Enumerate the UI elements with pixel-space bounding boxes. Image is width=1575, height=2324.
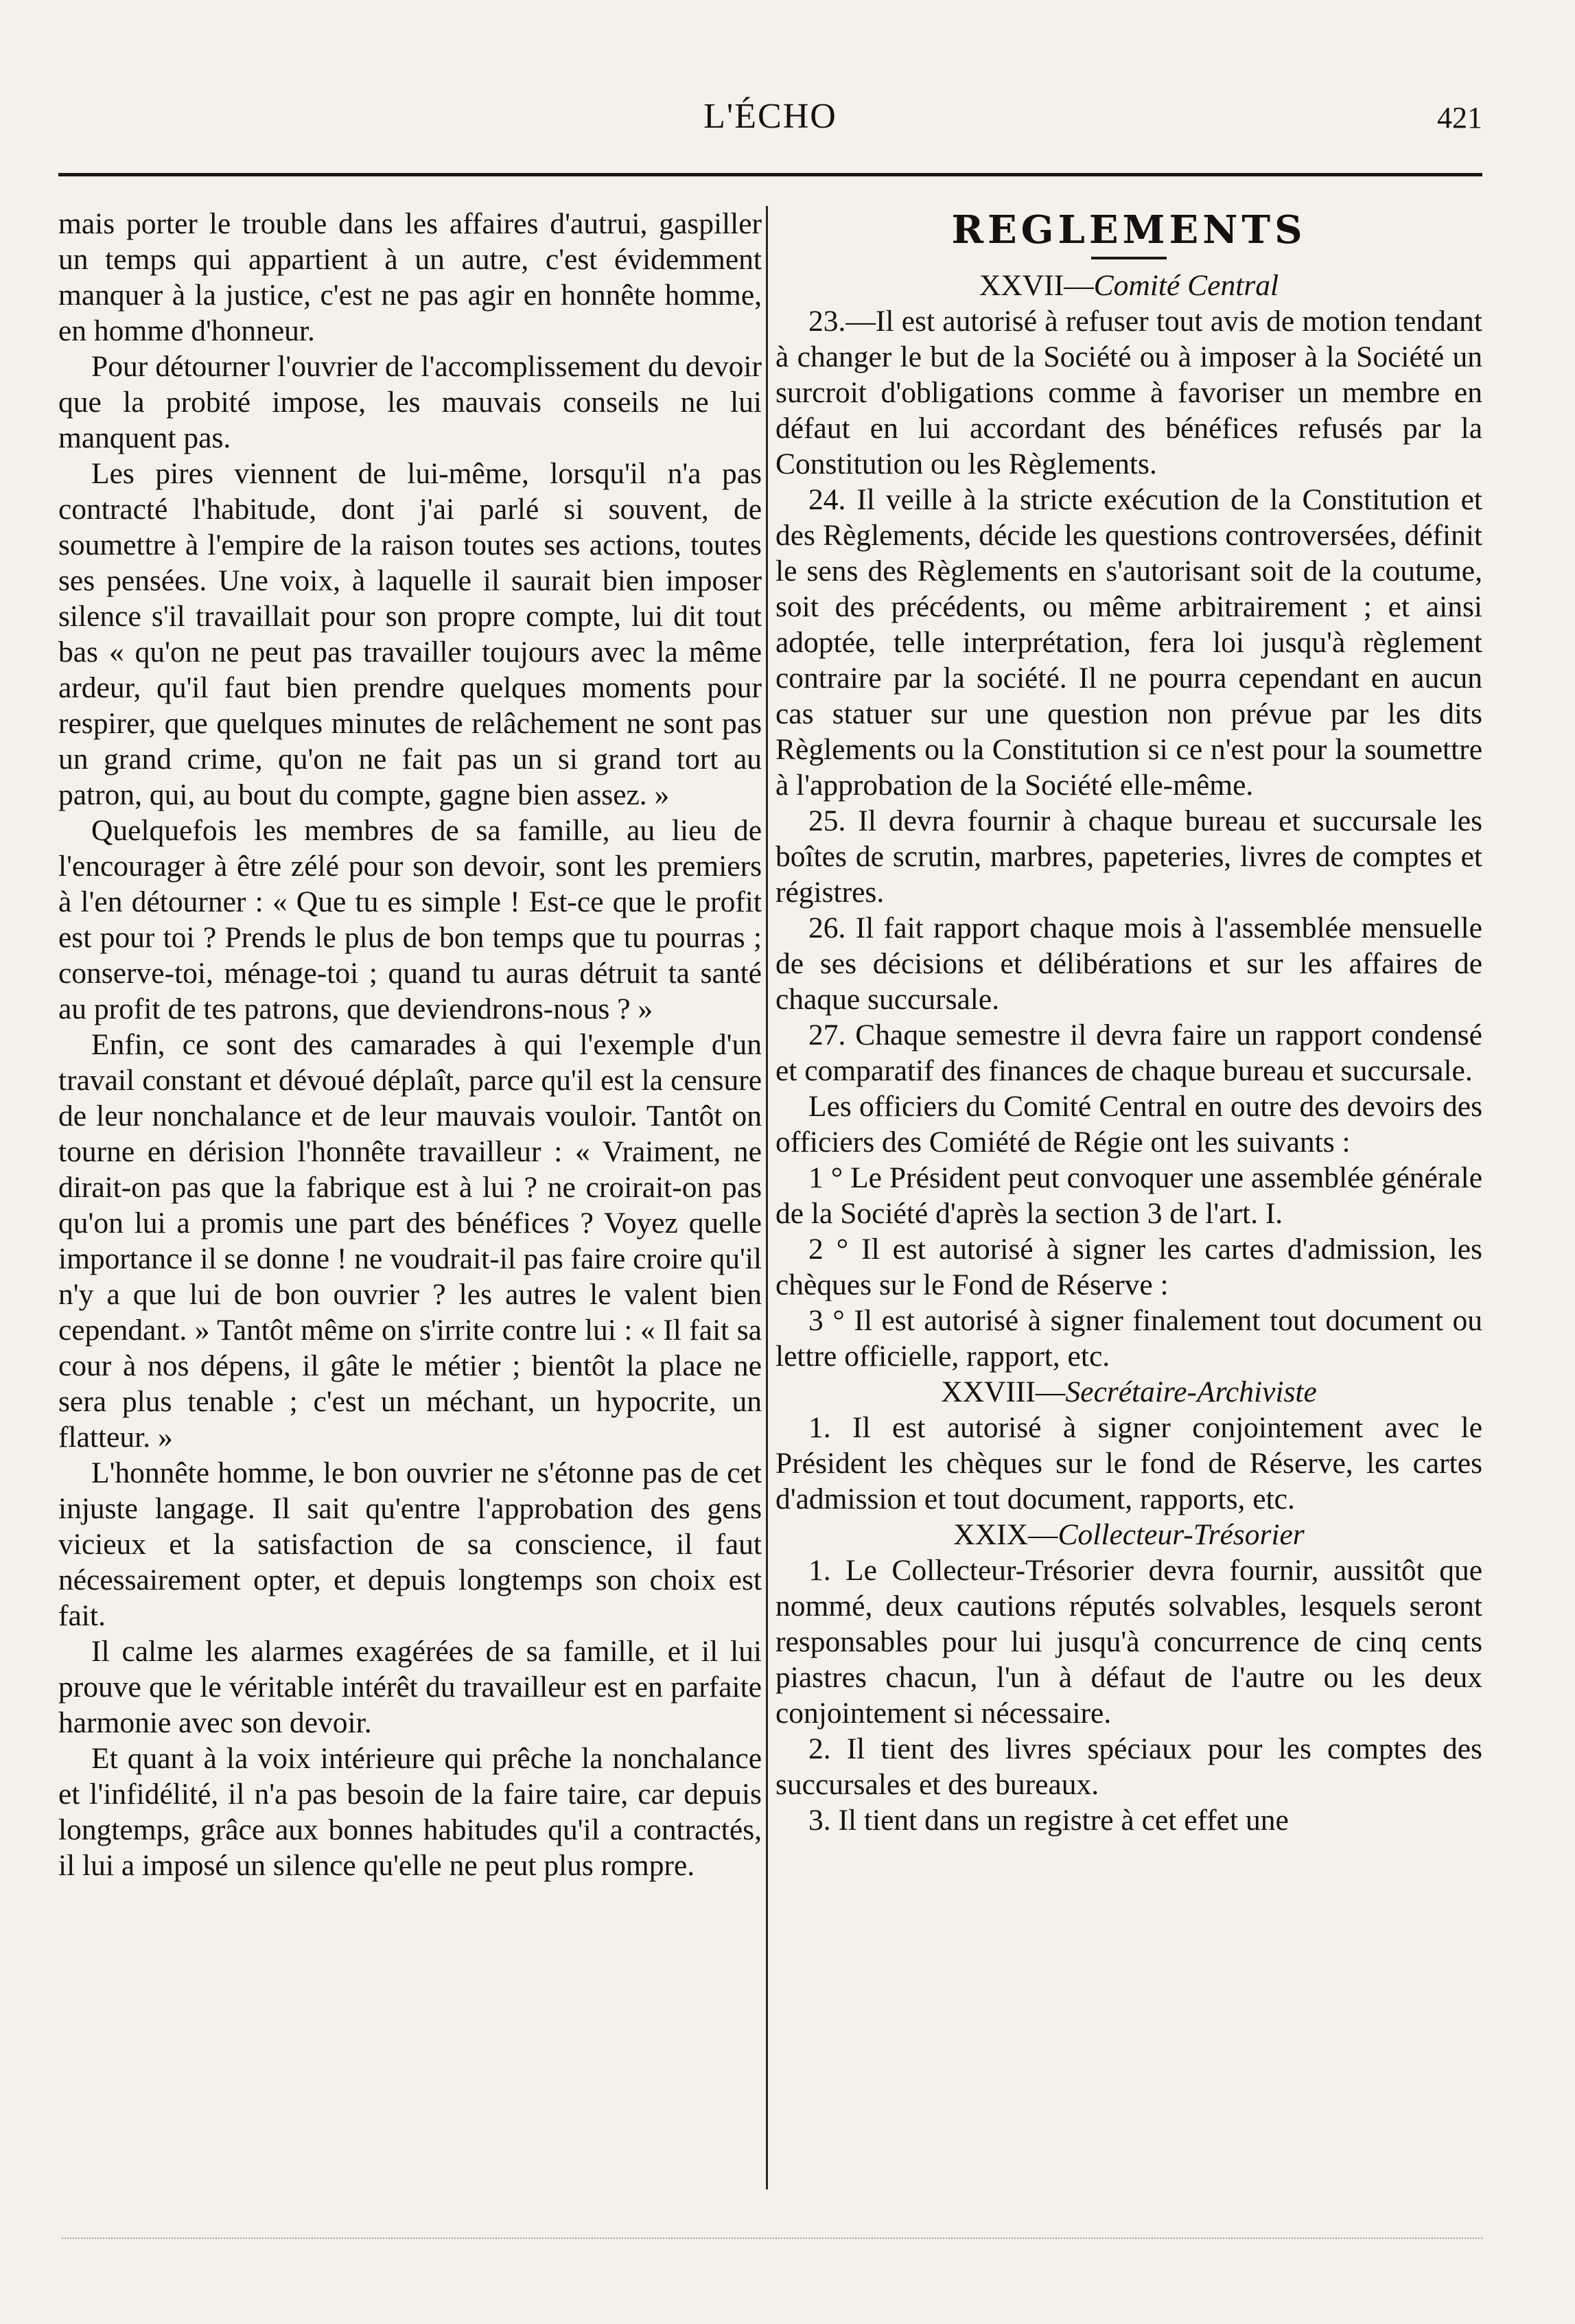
section-rule — [1091, 257, 1167, 259]
article-number: XXVIII— — [941, 1375, 1066, 1408]
paragraph: mais porter le trouble dans les affaires d'autrui, gaspiller un temps qui appartient à un autre, c'est évidemment manquer à la justice, c'est ne pas agir en honnête homme, en homme d'honneur. — [58, 207, 762, 347]
page-number: 421 — [1437, 101, 1482, 135]
paragraph: Il calme les alarmes exagérées de sa famille, et il lui prouve que le véritable intérêt du travailleur est en parfaite harmonie avec son devoir. — [58, 1635, 762, 1739]
paragraph: Les officiers du Comité Central en outre des devoirs des officiers des Comiété de Régie ont les suivants : — [775, 1090, 1482, 1159]
section-title: REGLEMENTS — [951, 207, 1307, 253]
paragraph: 3. Il tient dans un registre à cet effet une — [808, 1804, 1289, 1837]
paragraph: Les pires viennent de lui-même, lorsqu'il n'a pas contracté l'habitude, dont j'ai parlé si souvent, de soumettre à l'empire de la raison toutes ses actions, toutes ses pensées. Une voix, à laquelle il saurait bien imposer silence s'il travaillait pour son propre compte, lui dit tout bas « qu'on ne peut pas travailler toujours avec la même ardeur, qu'il faut bien prendre quelques moments pour respirer, que quelques minutes de relâchement ne sont pas un grand crime, qu'on ne fait pas un si grand tort au patron, qui, au bout du compte, gagne bien assez. » — [58, 457, 762, 811]
paragraph: 2 ° Il est autorisé à signer les cartes d'admission, les chèques sur le Fond de Réserve : — [775, 1233, 1482, 1301]
paragraph: 1 ° Le Président peut convoquer une assemblée générale de la Société d'après la section 3 de l'art. I. — [775, 1161, 1482, 1230]
paragraph: Enfin, ce sont des camarades à qui l'exemple d'un travail constant et dévoué déplaît, parce qu'il est la censure de leur nonchalance et de leur mauvais vouloir. Tantôt on tourne en dérision l'honnête travailleur : « Vraiment, ne dirait-on pas que la fabrique est à lui ? ne croirait-on pas qu'on lui a promis une part des bénéfices ? Voyez quelle importance il se donne ! ne voudrait-il pas faire croire qu'il n'y a que lui de bon ouvrier ? les autres le valent bien cependant. » Tantôt même on s'irrite contre lui : « Il fait sa cour à nos dépens, il gâte le métier ; bientôt la place ne sera plus tenable ; c'est un méchant, un hypocrite, un flatteur. » — [58, 1028, 762, 1454]
header-rule — [58, 173, 1482, 176]
article-heading — [775, 1517, 1482, 1553]
paragraph: 1. Le Collecteur-Trésorier devra fournir, aussitôt que nommé, deux cautions réputés solvables, lesquels seront responsables pour lui jusqu'à concurrence de cinq cents piastres chacun, l'un à défaut de l'autre ou les deux conjointement si nécessaire. — [775, 1554, 1482, 1730]
paragraph: 2. Il tient des livres spéciaux pour les comptes des succursales et des bureaux. — [775, 1732, 1482, 1801]
article-title: Secrétaire-Archiviste — [1065, 1375, 1317, 1408]
paragraph: Quelquefois les membres de sa famille, au lieu de l'encourager à être zélé pour son devoir, sont les premiers à l'en détourner : « Que tu es simple ! Est-ce que le profit est pour toi ? Prends le plus de bon temps que tu pourras ; conserve-toi, ménage-toi ; quand tu auras détruit ta santé au profit de tes patrons, que deviendrons-nous ? » — [58, 814, 762, 1025]
column-divider — [766, 206, 768, 2189]
paragraph: L'honnête homme, le bon ouvrier ne s'étonne pas de cet injuste langage. Il sait qu'entre l'approbation des gens vicieux et la satisfaction de sa conscience, il faut nécessairement opter, et depuis longtemps son choix est fait. — [58, 1456, 762, 1632]
paragraph: 27. Chaque semestre il devra faire un rapport condensé et comparatif des finances de chaque bureau et succursale. — [775, 1019, 1482, 1087]
paragraph: 26. Il fait rapport chaque mois à l'assemblée mensuelle de ses décisions et délibérations et sur les affaires de chaque succursale. — [775, 911, 1482, 1016]
journal-title: L'ÉCHO — [703, 97, 837, 136]
page-header — [58, 96, 1482, 178]
article-number: XXIX— — [953, 1518, 1058, 1551]
article-title: Comité Central — [1093, 269, 1279, 302]
paragraph: 23.—Il est autorisé à refuser tout avis de motion tendant à changer le but de la Société ou à imposer à la Société un surcroit d'obligations comme à favoriser un membre en défaut en lui accordant des bénéfices refusés par la Constitution ou les Règlements. — [775, 305, 1482, 480]
paragraph: 24. Il veille à la stricte exécution de la Constitution et des Règlements, décide les questions controversées, définit le sens des Règlements en s'autorisant soit de la coutume, soit des précédents, ou même arbitrairement ; et ainsi adoptée, telle interprétation, fera loi jusqu'à règlement contraire par la société. Il ne pourra cependant en aucun cas statuer sur une question non prévue par les dits Règlements ou la Constitution si ce n'est pour la soumettre à l'approbation de la Société elle-même. — [775, 483, 1482, 802]
paragraph: 3 ° Il est autorisé à signer finalement tout document ou lettre officielle, rapport, etc. — [775, 1304, 1482, 1373]
paragraph: Pour détourner l'ouvrier de l'accomplissement du devoir que la probité impose, les mauvais conseils ne lui manquent pas. — [58, 350, 762, 454]
left-column — [58, 206, 762, 1883]
right-column — [775, 206, 1482, 1838]
paragraph: 1. Il est autorisé à signer conjointement avec le Président les chèques sur le fond de Réserve, les cartes d'admission et tout document, rapports, etc. — [775, 1411, 1482, 1515]
article-heading — [775, 1374, 1482, 1410]
article-heading — [775, 268, 1482, 303]
page-bottom-edge — [62, 2210, 1482, 2239]
article-number: XXVII— — [979, 269, 1094, 302]
article-title: Collecteur-Trésorier — [1058, 1518, 1305, 1551]
paragraph: 25. Il devra fournir à chaque bureau et succursale les boîtes de scrutin, marbres, papeteries, livres de comptes et régistres. — [775, 804, 1482, 909]
paragraph: Et quant à la voix intérieure qui prêche la nonchalance et l'infidélité, il n'a pas besoin de la faire taire, car depuis longtemps, grâce aux bonnes habitudes qu'il a contractés, il lui a imposé un silence qu'elle ne peut plus rompre. — [58, 1742, 762, 1882]
